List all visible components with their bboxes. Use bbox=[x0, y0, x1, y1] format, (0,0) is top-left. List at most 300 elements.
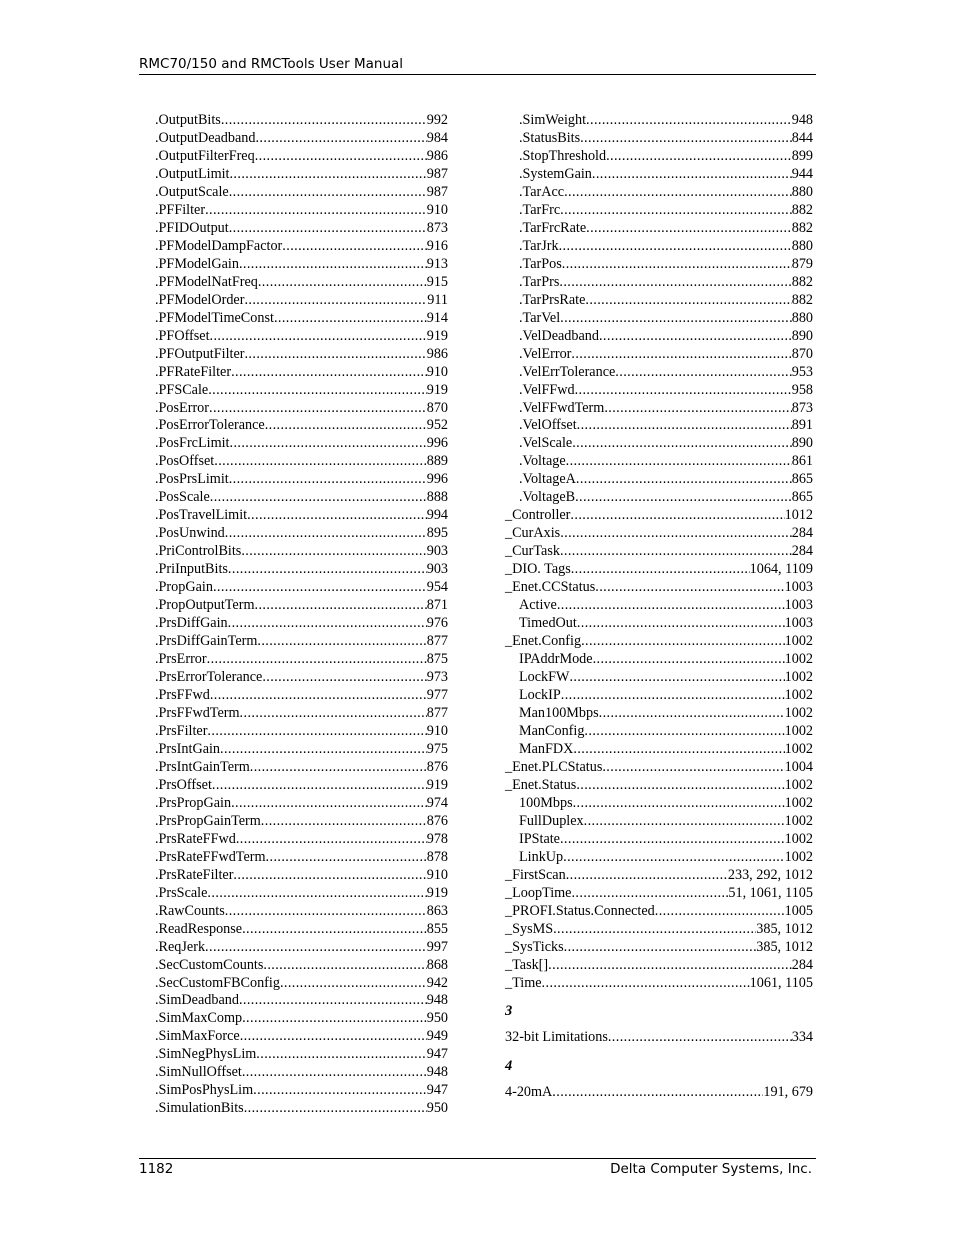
index-term: .PrsErrorTolerance bbox=[155, 669, 263, 686]
dot-leader bbox=[228, 615, 427, 633]
index-entry bbox=[505, 1084, 813, 1102]
index-entry bbox=[155, 364, 448, 382]
index-entry bbox=[505, 795, 813, 813]
index-page-ref: 889 bbox=[426, 453, 448, 470]
dot-leader bbox=[255, 597, 427, 615]
index-entry bbox=[505, 561, 813, 579]
index-term: .PriInputBits bbox=[155, 561, 228, 578]
index-column-left bbox=[155, 112, 448, 1118]
index-entry bbox=[155, 202, 448, 220]
index-entry bbox=[155, 184, 448, 202]
index-term: IPAddrMode bbox=[519, 651, 593, 668]
index-page-ref: 954 bbox=[426, 579, 448, 596]
index-entry bbox=[155, 813, 448, 831]
index-entry bbox=[155, 346, 448, 364]
dot-leader bbox=[253, 1082, 427, 1100]
dot-leader bbox=[210, 489, 427, 507]
dot-leader bbox=[559, 274, 791, 292]
index-entry bbox=[505, 184, 813, 202]
index-page-ref: 880 bbox=[791, 309, 813, 326]
dot-leader bbox=[577, 615, 785, 633]
dot-leader bbox=[241, 543, 426, 561]
index-entry bbox=[155, 453, 448, 471]
index-term: .PFIDOutput bbox=[155, 219, 229, 236]
index-term: .Voltage bbox=[519, 453, 566, 470]
index-entry bbox=[155, 489, 448, 507]
index-term: .OutputBits bbox=[155, 112, 221, 128]
index-term: _FirstScan bbox=[505, 866, 566, 883]
index-term: .PropGain bbox=[155, 579, 213, 596]
dot-leader bbox=[606, 148, 792, 166]
index-entry bbox=[505, 759, 813, 777]
index-term: .PrsPropGain bbox=[155, 794, 232, 811]
index-entry bbox=[505, 669, 813, 687]
index-entry bbox=[505, 328, 813, 346]
index-page-ref: 996 bbox=[426, 471, 448, 488]
index-term: .PropOutputTerm bbox=[155, 597, 255, 614]
dot-leader bbox=[255, 130, 426, 148]
dot-leader bbox=[280, 975, 427, 993]
index-page-ref: 871 bbox=[426, 597, 448, 614]
index-page-ref: 855 bbox=[426, 920, 448, 937]
dot-leader bbox=[552, 1084, 763, 1102]
index-entry bbox=[505, 651, 813, 669]
index-term: .SimulationBits bbox=[155, 1100, 244, 1117]
index-term: 32-bit Limitations bbox=[505, 1029, 608, 1046]
index-page-ref: 891 bbox=[791, 417, 813, 434]
index-page-ref: 882 bbox=[791, 273, 813, 290]
index-term: .TarPrs bbox=[519, 273, 560, 290]
index-term: .PFFilter bbox=[155, 201, 206, 218]
index-entry bbox=[155, 651, 448, 669]
index-page-ref: 880 bbox=[791, 183, 813, 200]
index-entry bbox=[505, 723, 813, 741]
dot-leader bbox=[239, 256, 427, 274]
index-entry bbox=[155, 130, 448, 148]
index-entry bbox=[155, 687, 448, 705]
index-term: .ReadResponse bbox=[155, 920, 243, 937]
dot-leader bbox=[577, 417, 792, 435]
index-term: .TarVel bbox=[519, 309, 561, 326]
dot-leader bbox=[560, 202, 792, 220]
index-page-ref: 1064, 1109 bbox=[749, 561, 813, 578]
index-page-ref: 1002 bbox=[784, 669, 813, 686]
index-page-ref: 919 bbox=[426, 776, 448, 793]
index-page-ref: 915 bbox=[426, 273, 448, 290]
dot-leader bbox=[229, 166, 426, 184]
index-term: .PrsDiffGainTerm bbox=[155, 633, 258, 650]
index-entry bbox=[155, 1028, 448, 1046]
index-term: .PrsRateFFwd bbox=[155, 830, 236, 847]
index-entry bbox=[505, 346, 813, 364]
dot-leader bbox=[263, 957, 426, 975]
dot-leader bbox=[562, 256, 792, 274]
index-section-heading: 4 bbox=[505, 1058, 513, 1075]
index-page-ref: 233, 292, 1012 bbox=[727, 866, 813, 883]
dot-leader bbox=[571, 885, 728, 903]
index-term: 100Mbps bbox=[519, 794, 573, 811]
dot-leader bbox=[548, 957, 792, 975]
index-entry bbox=[155, 220, 448, 238]
index-page-ref: 977 bbox=[426, 687, 448, 703]
index-term: .SimNullOffset bbox=[155, 1064, 242, 1081]
dot-leader bbox=[247, 507, 427, 525]
index-entry bbox=[155, 112, 448, 130]
dot-leader bbox=[576, 471, 792, 489]
index-entry bbox=[155, 831, 448, 849]
index-term: IPState bbox=[519, 830, 560, 847]
index-page-ref: 868 bbox=[426, 956, 448, 973]
index-term: _DIO. Tags bbox=[505, 561, 571, 578]
index-term: .PrsError bbox=[155, 651, 207, 668]
index-page-ref: 978 bbox=[426, 830, 448, 847]
index-term: .PrsFFwdTerm bbox=[155, 704, 240, 721]
index-page-ref: 191, 679 bbox=[763, 1084, 813, 1101]
index-entry bbox=[155, 166, 448, 184]
dot-leader bbox=[282, 238, 426, 256]
index-term: LockIP bbox=[519, 687, 561, 703]
index-term: .SimPosPhysLim bbox=[155, 1082, 254, 1099]
index-page-ref: 51, 1061, 1105 bbox=[728, 884, 813, 901]
index-term: .SimWeight bbox=[519, 112, 587, 128]
dot-leader bbox=[615, 364, 791, 382]
index-page-ref: 1002 bbox=[784, 794, 813, 811]
index-entry bbox=[155, 992, 448, 1010]
dot-leader bbox=[210, 687, 427, 705]
dot-leader bbox=[573, 741, 784, 759]
dot-leader bbox=[228, 561, 427, 579]
index-term: .OutputScale bbox=[155, 183, 229, 200]
index-term: .PrsScale bbox=[155, 884, 208, 901]
index-entry bbox=[155, 1100, 448, 1118]
index-page-ref: 997 bbox=[426, 938, 448, 955]
index-entry bbox=[155, 777, 448, 795]
dot-leader bbox=[572, 435, 792, 453]
index-page-ref: 1012 bbox=[784, 507, 813, 524]
index-page-ref: 1002 bbox=[784, 704, 813, 721]
index-term: .PrsOffset bbox=[155, 776, 212, 793]
page-number: 1182 bbox=[139, 1161, 174, 1177]
index-page-ref: 976 bbox=[426, 615, 448, 632]
index-page-ref: 984 bbox=[426, 129, 448, 146]
dot-leader bbox=[571, 346, 791, 364]
dot-leader bbox=[569, 669, 784, 687]
index-page-ref: 284 bbox=[791, 525, 813, 542]
index-entry bbox=[155, 561, 448, 579]
index-page-ref: 903 bbox=[426, 561, 448, 578]
dot-leader bbox=[581, 633, 785, 651]
index-term: .PFRateFilter bbox=[155, 363, 232, 380]
index-page-ref: 1002 bbox=[784, 812, 813, 829]
index-entry bbox=[505, 166, 813, 184]
index-term: _SysMS bbox=[505, 920, 554, 937]
dot-leader bbox=[205, 202, 427, 220]
index-term: 4-20mA bbox=[505, 1084, 553, 1101]
index-page-ref: 284 bbox=[791, 543, 813, 560]
dot-leader bbox=[265, 417, 427, 435]
index-page-ref: 910 bbox=[426, 866, 448, 883]
index-entry bbox=[505, 597, 813, 615]
index-page-ref: 913 bbox=[426, 255, 448, 272]
dot-leader bbox=[225, 525, 427, 543]
running-header: RMC70/150 and RMCTools User Manual bbox=[139, 56, 404, 72]
index-entry bbox=[505, 687, 813, 705]
index-term: _CurTask bbox=[505, 543, 560, 560]
dot-leader bbox=[571, 561, 750, 579]
dot-leader bbox=[231, 795, 427, 813]
index-entry bbox=[505, 741, 813, 759]
index-entry bbox=[505, 382, 813, 400]
dot-leader bbox=[212, 777, 427, 795]
index-term: .SimNegPhysLim bbox=[155, 1046, 257, 1063]
index-page-ref: 844 bbox=[791, 129, 813, 146]
index-page-ref: 903 bbox=[426, 543, 448, 560]
index-page-ref: 890 bbox=[791, 327, 813, 344]
index-page-ref: 1002 bbox=[784, 740, 813, 757]
index-entry bbox=[505, 543, 813, 561]
index-term: .PosError bbox=[155, 399, 209, 416]
dot-leader bbox=[229, 184, 427, 202]
index-term: .VoltageB bbox=[519, 489, 576, 506]
index-entry bbox=[155, 705, 448, 723]
index-entry bbox=[505, 148, 813, 166]
index-page-ref: 986 bbox=[426, 345, 448, 362]
index-term: .PriControlBits bbox=[155, 543, 242, 560]
dot-leader bbox=[592, 166, 792, 184]
index-entry bbox=[505, 1029, 813, 1047]
index-term: .PosFrcLimit bbox=[155, 435, 230, 452]
index-term: Active bbox=[519, 597, 557, 614]
dot-leader bbox=[207, 651, 427, 669]
index-entry bbox=[155, 795, 448, 813]
dot-leader bbox=[608, 1029, 792, 1047]
index-page-ref: 919 bbox=[426, 327, 448, 344]
index-term: .PosOffset bbox=[155, 453, 215, 470]
dot-leader bbox=[229, 220, 427, 238]
index-entry bbox=[155, 471, 448, 489]
index-entry bbox=[505, 274, 813, 292]
index-entry bbox=[155, 1064, 448, 1082]
dot-leader bbox=[599, 705, 785, 723]
index-page-ref: 942 bbox=[426, 974, 448, 991]
dot-leader bbox=[561, 687, 785, 705]
dot-leader bbox=[566, 867, 728, 885]
index-page-ref: 1003 bbox=[784, 615, 813, 632]
index-column-right bbox=[505, 112, 813, 1102]
index-entry bbox=[155, 148, 448, 166]
index-term: .PrsFilter bbox=[155, 722, 208, 739]
dot-leader bbox=[209, 400, 427, 418]
index-entry bbox=[155, 723, 448, 741]
index-term: .PosUnwind bbox=[155, 525, 225, 542]
dot-leader bbox=[564, 939, 757, 957]
index-page-ref: 992 bbox=[426, 112, 448, 128]
header-rule bbox=[139, 74, 816, 75]
index-term: .VelErrTolerance bbox=[519, 363, 616, 380]
index-term: .SimMaxComp bbox=[155, 1010, 243, 1027]
index-term: FullDuplex bbox=[519, 812, 584, 829]
index-entry bbox=[505, 885, 813, 903]
index-term: .VelScale bbox=[519, 435, 573, 452]
dot-leader bbox=[205, 939, 427, 957]
dot-leader bbox=[586, 112, 792, 130]
index-page-ref: 973 bbox=[426, 669, 448, 686]
index-page-ref: 914 bbox=[426, 309, 448, 326]
dot-leader bbox=[239, 992, 427, 1010]
index-term: ManFDX bbox=[519, 740, 574, 757]
index-entry bbox=[155, 939, 448, 957]
index-entry bbox=[155, 310, 448, 328]
index-page-ref: 950 bbox=[426, 1100, 448, 1117]
index-term: .PrsIntGainTerm bbox=[155, 758, 250, 775]
index-entry bbox=[155, 543, 448, 561]
dot-leader bbox=[560, 310, 792, 328]
index-page-ref: 958 bbox=[791, 381, 813, 398]
index-entry bbox=[155, 759, 448, 777]
index-term: .PFModelDampFactor bbox=[155, 237, 283, 254]
index-term: .VelOffset bbox=[519, 417, 577, 434]
dot-leader bbox=[576, 777, 784, 795]
index-term: .TarPrsRate bbox=[519, 291, 586, 308]
index-page-ref: 1061, 1105 bbox=[749, 974, 813, 991]
index-page-ref: 876 bbox=[426, 758, 448, 775]
dot-leader bbox=[242, 1064, 427, 1082]
index-page-ref: 910 bbox=[426, 201, 448, 218]
dot-leader bbox=[221, 112, 427, 130]
section-gap bbox=[505, 1047, 813, 1056]
section-gap bbox=[505, 1075, 813, 1084]
dot-leader bbox=[584, 723, 784, 741]
index-page-ref: 899 bbox=[791, 147, 813, 164]
index-term: .TarAcc bbox=[519, 183, 565, 200]
dot-leader bbox=[655, 903, 785, 921]
index-entry bbox=[505, 849, 813, 867]
index-term: .SystemGain bbox=[519, 165, 592, 182]
index-page-ref: 987 bbox=[426, 183, 448, 200]
index-entry bbox=[505, 489, 813, 507]
footer-company: Delta Computer Systems, Inc. bbox=[610, 1161, 812, 1177]
index-entry bbox=[155, 579, 448, 597]
index-page-ref: 334 bbox=[791, 1029, 813, 1046]
index-term: _Controller bbox=[505, 507, 571, 524]
index-page-ref: 948 bbox=[791, 112, 813, 128]
index-page-ref: 876 bbox=[426, 812, 448, 829]
index-entry bbox=[505, 256, 813, 274]
index-entry bbox=[155, 885, 448, 903]
index-entry bbox=[155, 1082, 448, 1100]
index-entry bbox=[155, 975, 448, 993]
index-term: .VelError bbox=[519, 345, 572, 362]
index-term: .PFSCale bbox=[155, 381, 209, 398]
index-term: .TarFrcRate bbox=[519, 219, 587, 236]
index-entry bbox=[155, 669, 448, 687]
dot-leader bbox=[553, 921, 756, 939]
index-term: .VelFFwd bbox=[519, 381, 575, 398]
index-page-ref: 994 bbox=[426, 507, 448, 524]
index-entry bbox=[155, 417, 448, 435]
dot-leader bbox=[575, 382, 792, 400]
dot-leader bbox=[566, 453, 792, 471]
dot-leader bbox=[580, 130, 792, 148]
index-page-ref: 878 bbox=[426, 848, 448, 865]
index-term: .VelFFwdTerm bbox=[519, 399, 605, 416]
index-term: .PFOffset bbox=[155, 327, 210, 344]
dot-leader bbox=[599, 328, 792, 346]
section-gap bbox=[505, 992, 813, 1001]
index-entry bbox=[155, 957, 448, 975]
index-term: .PosPrsLimit bbox=[155, 471, 229, 488]
index-term: .VelDeadband bbox=[519, 327, 599, 344]
index-term: .PFOutputFilter bbox=[155, 345, 245, 362]
index-term: .OutputLimit bbox=[155, 165, 230, 182]
index-entry bbox=[505, 202, 813, 220]
dot-leader bbox=[258, 274, 427, 292]
index-term: .SimDeadband bbox=[155, 992, 239, 1009]
index-term: Man100Mbps bbox=[519, 704, 599, 721]
index-term: .TarJrk bbox=[519, 237, 559, 254]
index-page-ref: 919 bbox=[426, 884, 448, 901]
index-entry bbox=[505, 471, 813, 489]
dot-leader bbox=[230, 435, 427, 453]
index-term: .VoltageA bbox=[519, 471, 576, 488]
index-page-ref: 385, 1012 bbox=[756, 920, 813, 937]
dot-leader bbox=[604, 400, 791, 418]
index-page-ref: 944 bbox=[791, 165, 813, 182]
dot-leader bbox=[557, 597, 785, 615]
index-term: .StatusBits bbox=[519, 129, 581, 146]
dot-leader bbox=[602, 759, 784, 777]
index-term: .SecCustomFBConfig bbox=[155, 974, 280, 991]
index-term: .PFModelNatFreq bbox=[155, 273, 258, 290]
index-page-ref: 953 bbox=[791, 363, 813, 380]
index-page-ref: 882 bbox=[791, 291, 813, 308]
index-entry bbox=[505, 615, 813, 633]
index-entry bbox=[155, 328, 448, 346]
index-page-ref: 1002 bbox=[784, 633, 813, 650]
index-entry bbox=[155, 274, 448, 292]
index-term: _Time bbox=[505, 974, 542, 991]
index-entry bbox=[505, 112, 813, 130]
dot-leader bbox=[233, 867, 426, 885]
index-page-ref: 877 bbox=[426, 704, 448, 721]
dot-leader bbox=[274, 310, 427, 328]
index-entry bbox=[505, 705, 813, 723]
index-page-ref: 882 bbox=[791, 219, 813, 236]
index-page-ref: 916 bbox=[426, 237, 448, 254]
index-page-ref: 948 bbox=[426, 992, 448, 1009]
index-page-ref: 948 bbox=[426, 1064, 448, 1081]
index-page-ref: 1003 bbox=[784, 597, 813, 614]
index-entry bbox=[505, 957, 813, 975]
index-term: _LoopTime bbox=[505, 884, 572, 901]
index-term: .PFModelGain bbox=[155, 255, 239, 272]
index-page-ref: 974 bbox=[426, 794, 448, 811]
index-entry bbox=[155, 849, 448, 867]
dot-leader bbox=[240, 705, 427, 723]
dot-leader bbox=[207, 723, 426, 741]
index-entry bbox=[155, 1010, 448, 1028]
index-term: _Enet.Config bbox=[505, 633, 582, 650]
index-entry bbox=[505, 400, 813, 418]
index-page-ref: 877 bbox=[426, 633, 448, 650]
dot-leader bbox=[564, 184, 792, 202]
dot-leader bbox=[559, 238, 792, 256]
dot-leader bbox=[242, 921, 427, 939]
index-page-ref: 950 bbox=[426, 1010, 448, 1027]
dot-leader bbox=[214, 453, 426, 471]
index-page-ref: 870 bbox=[426, 399, 448, 416]
index-entry bbox=[155, 238, 448, 256]
